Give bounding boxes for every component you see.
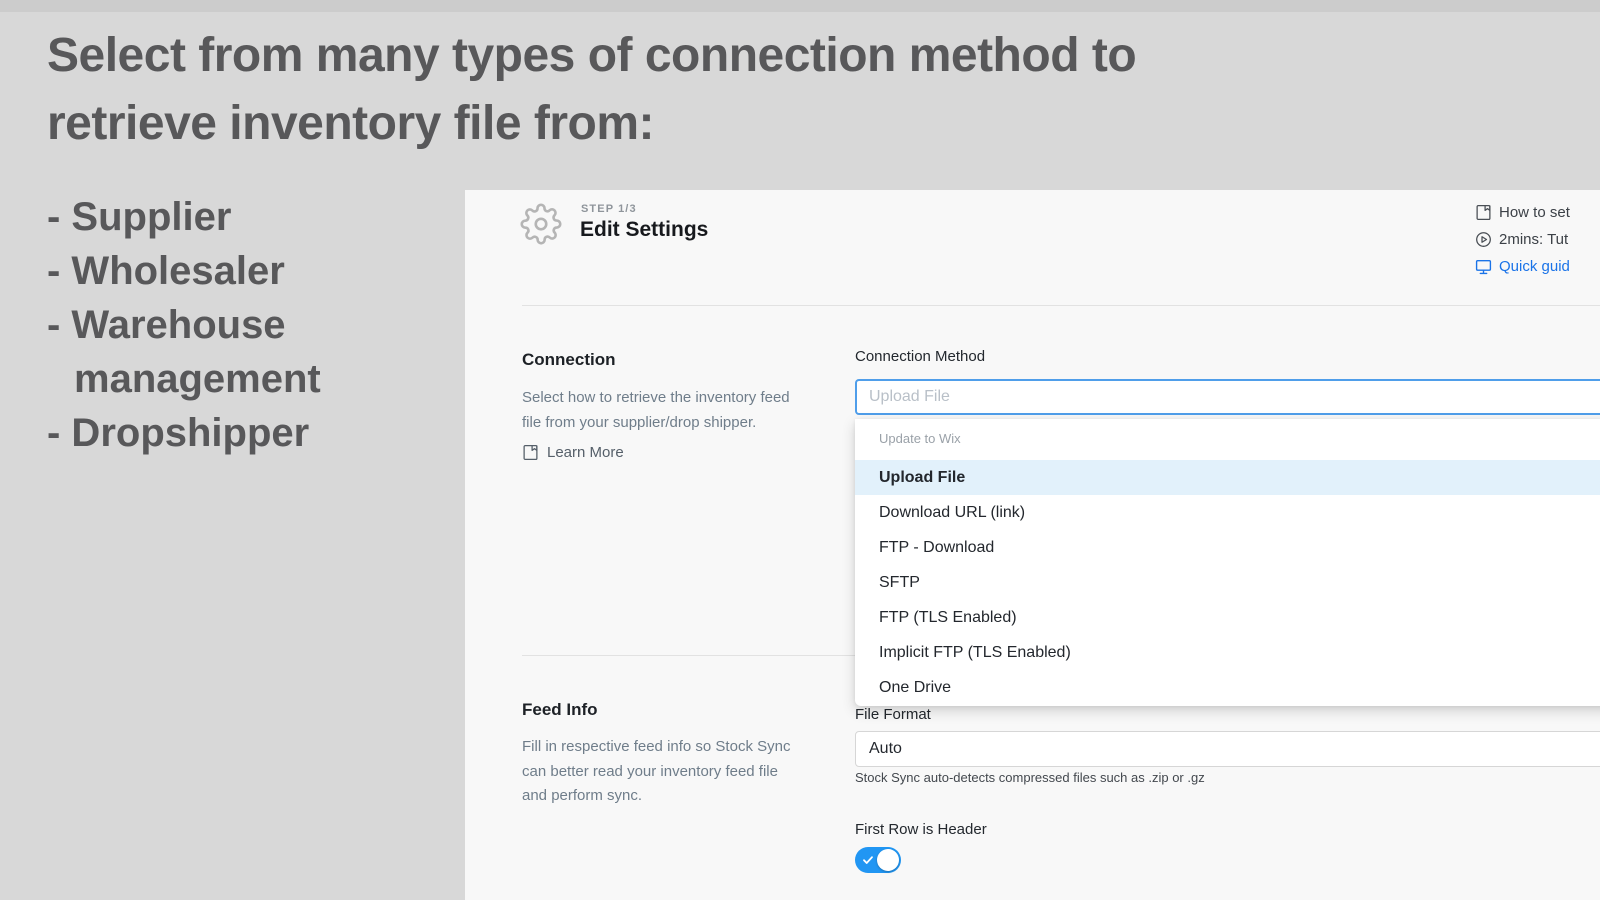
- list-item-dropshipper: - Dropshipper: [47, 411, 310, 455]
- monitor-icon: [1475, 258, 1492, 275]
- link-label: Quick guid: [1499, 258, 1570, 275]
- feed-info-description-line3: and perform sync.: [522, 787, 643, 804]
- list-item-warehouse-line2: management: [74, 357, 321, 401]
- dropdown-option-ftp-tls[interactable]: FTP (TLS Enabled): [879, 609, 1017, 626]
- book-icon: [522, 444, 539, 461]
- dropdown-option-sftp[interactable]: SFTP: [879, 574, 920, 591]
- list-item-supplier: - Supplier: [47, 195, 232, 239]
- link-quick-guide[interactable]: [1475, 253, 1570, 280]
- feed-info-description-line1: Fill in respective feed info so Stock Sync: [522, 738, 791, 755]
- edit-settings-panel: [465, 190, 1600, 900]
- link-tutorial-video[interactable]: [1475, 226, 1570, 253]
- first-row-header-label: First Row is Header: [855, 821, 987, 838]
- toggle-knob: [877, 849, 899, 871]
- gear-icon: [520, 203, 562, 245]
- step-indicator: STEP 1/3: [581, 203, 637, 215]
- connection-description-line1: Select how to retrieve the inventory feed: [522, 389, 790, 406]
- intro-list: [47, 190, 321, 460]
- learn-more-label: Learn More: [547, 444, 624, 461]
- learn-more-link[interactable]: [522, 444, 624, 461]
- dropdown-option-download-url[interactable]: Download URL (link): [879, 504, 1026, 521]
- book-icon: [1475, 204, 1492, 221]
- page-title: Edit Settings: [580, 218, 709, 241]
- dropdown-group-label: Update to Wix: [879, 431, 961, 446]
- window-top-edge: [0, 0, 1600, 12]
- dropdown-option-ftp-download[interactable]: FTP - Download: [879, 539, 995, 556]
- dropdown-option-upload-file[interactable]: Upload File: [855, 460, 1600, 495]
- link-how-to-setup[interactable]: [1475, 199, 1570, 226]
- dropdown-option-implicit-ftp-tls[interactable]: Implicit FTP (TLS Enabled): [879, 644, 1071, 661]
- connection-section-description: [522, 386, 872, 435]
- connection-description-line2: file from your supplier/drop shipper.: [522, 413, 757, 431]
- intro-headline-line2: retrieve inventory file from:: [47, 97, 655, 150]
- file-format-label: File Format: [855, 706, 931, 723]
- header-links: [1475, 199, 1570, 280]
- feed-info-section-description: [522, 735, 872, 809]
- list-item-warehouse: - Warehouse: [47, 303, 286, 347]
- check-icon: [861, 853, 875, 867]
- feed-info-description-line2: can better read your inventory feed file: [522, 762, 778, 780]
- link-label: 2mins: Tut: [1499, 231, 1569, 248]
- first-row-header-toggle[interactable]: [855, 847, 901, 873]
- connection-method-input[interactable]: [855, 379, 1600, 415]
- intro-headline-line1: Select from many types of connection method to: [47, 29, 1137, 82]
- link-label: How to set: [1499, 204, 1570, 221]
- feed-info-section-heading: Feed Info: [522, 700, 598, 719]
- connection-section-heading: Connection: [522, 350, 616, 369]
- list-item-wholesaler: - Wholesaler: [47, 249, 285, 293]
- play-circle-icon: [1475, 231, 1492, 248]
- header-divider: [522, 305, 1600, 306]
- dropdown-option-one-drive[interactable]: One Drive: [879, 679, 952, 696]
- file-format-helper-text: Stock Sync auto-detects compressed files such as .zip or .gz: [855, 770, 1205, 785]
- file-format-select[interactable]: Auto: [855, 731, 1600, 767]
- connection-method-dropdown: [855, 419, 1600, 706]
- connection-method-label: Connection Method: [855, 348, 986, 365]
- intro-headline: [47, 22, 1136, 158]
